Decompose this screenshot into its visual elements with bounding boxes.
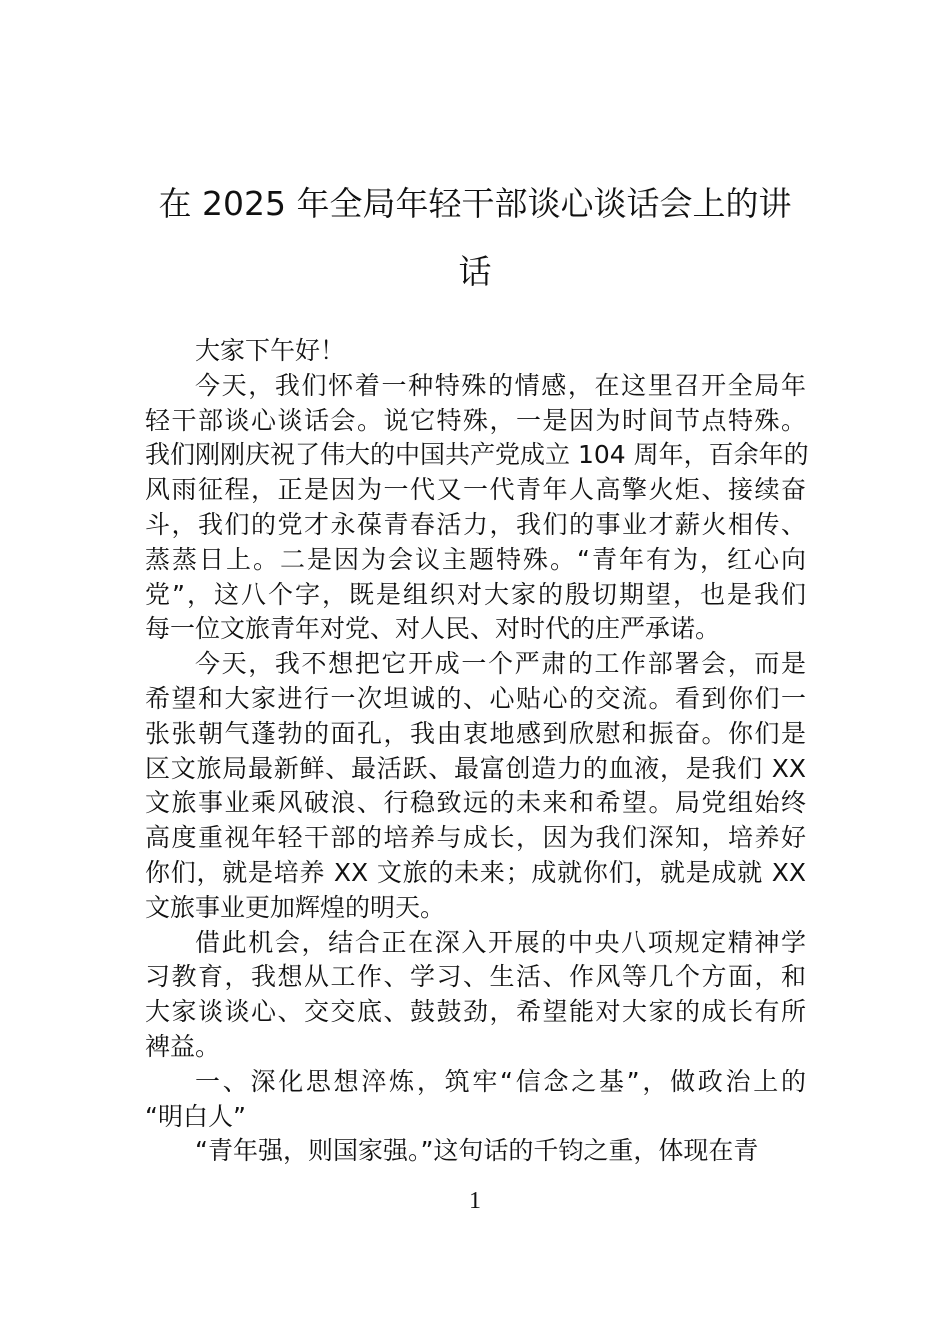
- text-line: 每一位文旅青年对党、对人民、对时代的庄严承诺。: [145, 614, 721, 644]
- section-heading: [145, 1065, 806, 1135]
- paragraph: [145, 1134, 806, 1169]
- text-line: 一、深化思想淬炼，筑牢“信念之基”，做政治上的: [195, 1066, 806, 1096]
- paragraph: [145, 647, 806, 925]
- text-line: 大家谈谈心、交交底、鼓鼓劲，希望能对大家的成长有所: [145, 997, 806, 1027]
- text-line: 今天，我们怀着一种特殊的情感，在这里召开全局年: [195, 370, 806, 400]
- text-line: 大家下午好！: [195, 336, 346, 365]
- text-line: 高度重视年轻干部的培养与成长，因为我们深知，培养好: [145, 823, 806, 853]
- title-line-1: 在 2025 年全局年轻干部谈心谈话会上的讲: [158, 184, 792, 223]
- text-line: “青年强，则国家强。”这句话的千钧之重，体现在青: [195, 1136, 759, 1166]
- text-line: 张张朝气蓬勃的面孔，我由衷地感到欣慰和振奋。你们是: [145, 718, 806, 748]
- text-line: 蒸蒸日上。二是因为会议主题特殊。“青年有为，红心向: [145, 544, 806, 574]
- text-line: 习教育，我想从工作、学习、生活、作风等几个方面，和: [145, 962, 806, 992]
- text-line: “明白人”: [145, 1101, 246, 1131]
- text-line: 文旅事业更加辉煌的明天。: [145, 892, 446, 922]
- text-line: 我们刚刚庆祝了伟大的中国共产党成立 104 周年，百余年的: [145, 440, 809, 470]
- text-line: 斗，我们的党才永葆青春活力，我们的事业才薪火相传、: [145, 509, 806, 539]
- paragraph: [145, 926, 806, 1065]
- document-title: [140, 170, 810, 306]
- text-line: 你们，就是培养 XX 文旅的未来；成就你们，就是成就 XX: [145, 857, 806, 887]
- text-line: 借此机会，结合正在深入开展的中央八项规定精神学: [195, 927, 806, 957]
- text-line: 轻干部谈心谈话会。说它特殊，一是因为时间节点特殊。: [145, 405, 806, 435]
- text-line: 希望和大家进行一次坦诚的、心贴心的交流。看到你们一: [145, 683, 806, 713]
- page-number: 1: [469, 1188, 481, 1214]
- text-line: 文旅事业乘风破浪、行稳致远的未来和希望。局党组始终: [145, 788, 806, 818]
- text-line: 今天，我不想把它开成一个严肃的工作部署会，而是: [195, 649, 806, 679]
- text-line: 风雨征程，正是因为一代又一代青年人高擎火炬、接续奋: [145, 475, 806, 505]
- paragraph: [145, 334, 806, 369]
- text-line: 区文旅局最新鲜、最活跃、最富创造力的血液，是我们 XX: [145, 753, 806, 783]
- document-body: [145, 334, 809, 1169]
- paragraph: [145, 369, 809, 647]
- text-line: 党”，这八个字，既是组织对大家的殷切期望，也是我们: [145, 579, 806, 609]
- text-line: 裨益。: [145, 1031, 221, 1061]
- title-line-2: 话: [458, 252, 492, 291]
